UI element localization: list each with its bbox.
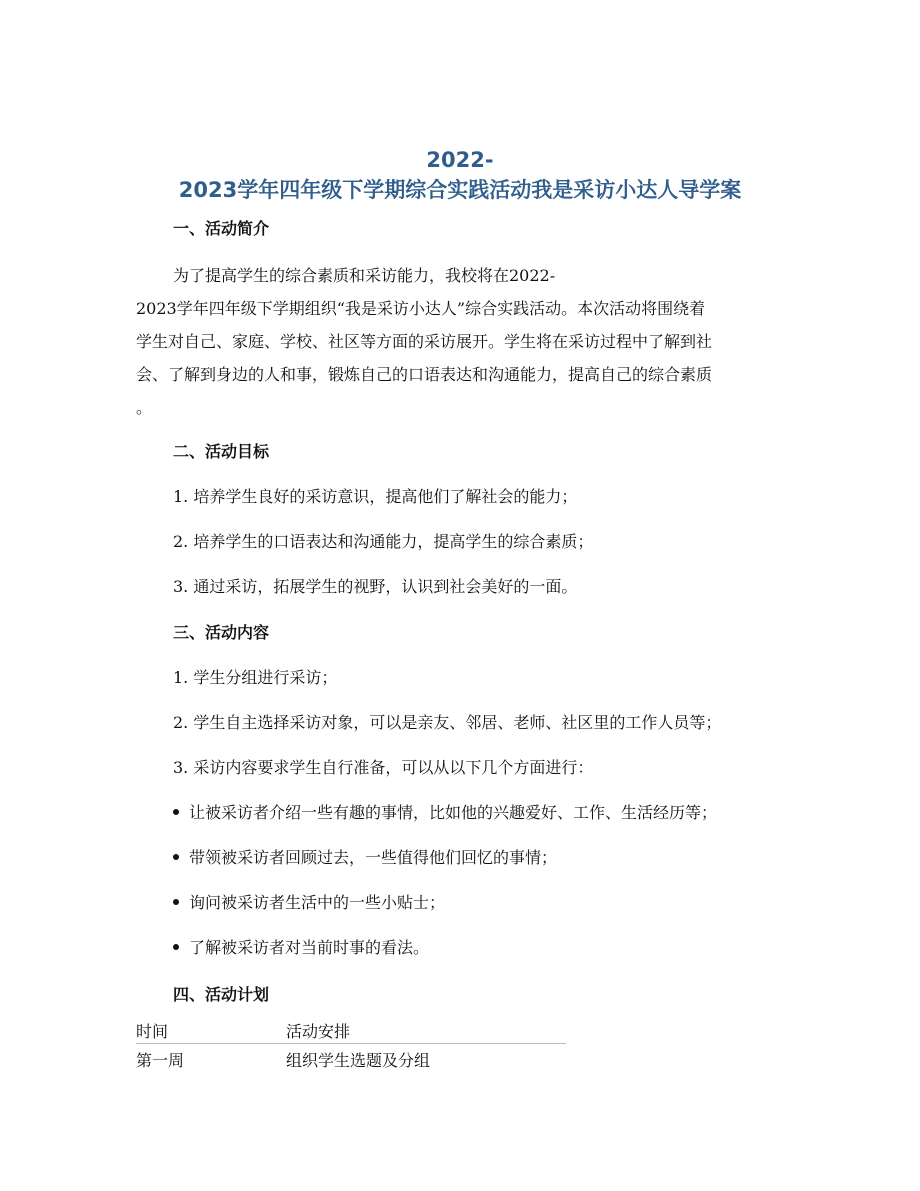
bullet-text: 让被采访者介绍一些有趣的事情，比如他的兴趣爱好、工作、生活经历等； [189, 803, 718, 822]
content-item: 1. 学生分组进行采访； [173, 668, 338, 687]
section-heading-goals: 二、活动目标 [173, 442, 270, 461]
bullet-text: 带领被采访者回顾过去，一些值得他们回忆的事情； [189, 848, 558, 867]
goal-item: 2. 培养学生的口语表达和沟通能力，提高学生的综合素质； [173, 532, 594, 551]
content-item: 2. 学生自主选择采访对象，可以是亲友、邻居、老师、社区里的工作人员等； [173, 713, 722, 732]
table-header-cell: 活动安排 [286, 1021, 351, 1041]
bullet-dot-icon [173, 854, 179, 860]
section-heading-intro: 一、活动简介 [173, 219, 270, 238]
table-header-cell: 时间 [136, 1021, 169, 1041]
bullet-text: 询问被采访者生活中的一些小贴士； [189, 893, 446, 912]
content-bullet [173, 801, 717, 825]
document-title-line2: 2023学年四年级下学期综合实践活动我是采访小达人导学案 [178, 178, 742, 202]
goal-item: 1. 培养学生良好的采访意识，提高他们了解社会的能力； [173, 487, 578, 506]
document-title-line1: 2022- [426, 148, 494, 172]
table-cell: 第一周 [136, 1050, 185, 1070]
table-row [136, 1044, 566, 1073]
content-bullet [173, 936, 429, 960]
goal-item: 3. 通过采访，拓展学生的视野，认识到社会美好的一面。 [173, 577, 578, 596]
bullet-dot-icon [173, 944, 179, 950]
intro-line: 学生对自己、家庭、学校、社区等方面的采访展开。学生将在采访过程中了解到社 [136, 332, 713, 351]
section-heading-content: 三、活动内容 [173, 623, 270, 642]
section-heading-plan: 四、活动计划 [173, 985, 270, 1004]
bullet-text: 了解被采访者对当前时事的看法。 [189, 938, 430, 957]
intro-line: 会、了解到身边的人和事，锻炼自己的口语表达和沟通能力，提高自己的综合素质 [136, 365, 713, 384]
content-item: 3. 采访内容要求学生自行准备，可以从以下几个方面进行： [173, 758, 594, 777]
content-bullet [173, 891, 445, 915]
intro-line: 。 [136, 398, 153, 417]
table-cell: 组织学生选题及分组 [286, 1050, 431, 1070]
intro-paragraph [136, 259, 786, 424]
table-header-row [136, 1017, 566, 1044]
intro-line: 2023学年四年级下学期组织“我是采访小达人”综合实践活动。本次活动将围绕着 [136, 299, 706, 318]
content-bullet [173, 846, 557, 870]
bullet-dot-icon [173, 899, 179, 905]
plan-table [136, 1017, 566, 1072]
intro-line: 为了提高学生的综合素质和采访能力，我校将在2022- [173, 266, 556, 285]
bullet-dot-icon [173, 809, 179, 815]
